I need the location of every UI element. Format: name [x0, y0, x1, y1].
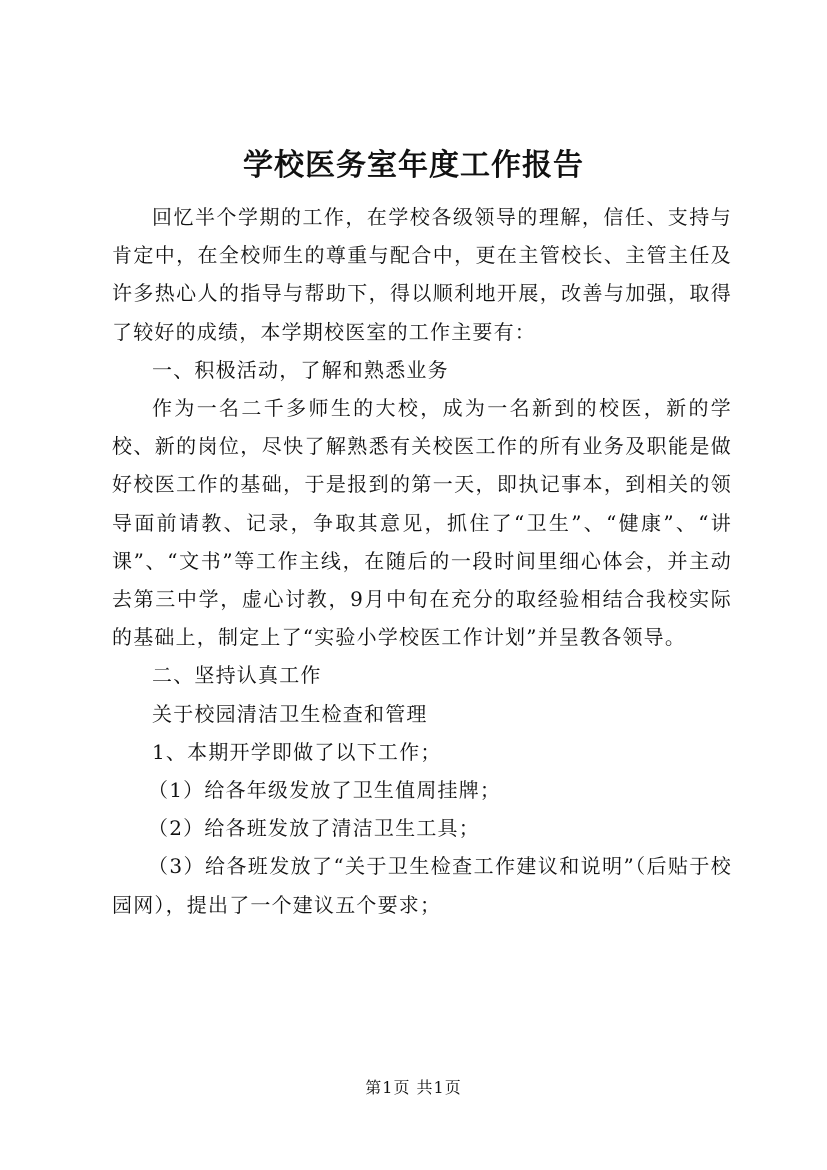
page-footer	[0, 1076, 827, 1100]
document-title: 学校医务室年度工作报告	[243, 148, 584, 183]
list-item-1-3: （3）给各班发放了“关于卫生检查工作建议和说明”（后贴于校园网），提出了一个建议五个要求；	[112, 854, 732, 917]
document-body	[112, 198, 732, 924]
list-item-1-1: （1）给各年级发放了卫生值周挂牌；	[148, 778, 502, 803]
page-number: 第1页 共1页	[365, 1078, 462, 1097]
list-item-1-2: （2）给各班发放了清洁卫生工具；	[148, 816, 480, 841]
subsection-heading: 关于校园清洁卫生检查和管理	[152, 701, 428, 726]
section-heading-2: 二、坚持认真工作	[152, 663, 322, 688]
paragraph-intro: 回忆半个学期的工作，在学校各级领导的理解，信任、支持与肯定中，在全校师生的尊重与配合中，更在主管校长、主管主任及许多热心人的指导与帮助下，得以顺利地开展，改善与加强，取得了较好的成绩，本学期校医室的工作主要有：	[112, 205, 732, 344]
paragraph-section-1: 作为一名二千多师生的大校，成为一名新到的校医，新的学校、新的岗位，尽快了解熟悉有关校医工作的所有业务及职能是做好校医工作的基础，于是报到的第一天，即执记事本，到相关的领导面前请教、记录，争取其意见，抓住了“卫生”、“健康”、“讲课”、“文书”等工作主线，在随后的一段时间里细心体会，并主动去第三中学，虚心讨教，9月中旬在充分的取经验相结合我校实际的基础上，制定上了“实验小学校医工作计划”并呈教各领导。	[112, 396, 732, 650]
list-item-1: 1、本期开学即做了以下工作；	[152, 739, 442, 764]
section-heading-1: 一、积极活动，了解和熟悉业务	[152, 357, 449, 382]
